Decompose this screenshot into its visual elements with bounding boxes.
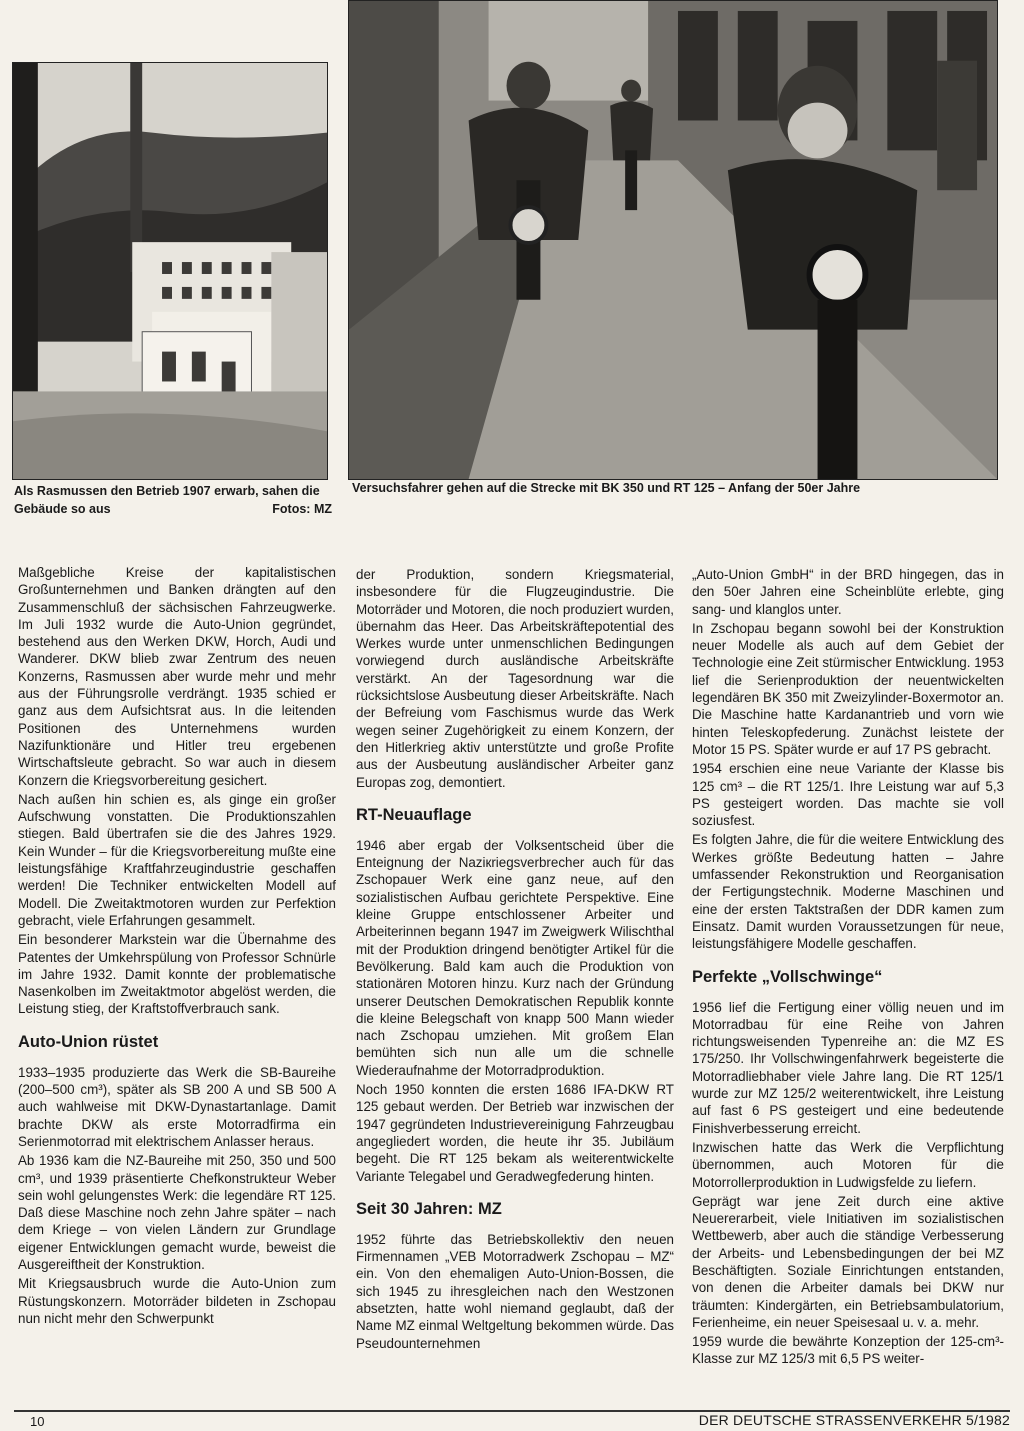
paragraph: Ab 1936 kam die NZ-Baureihe mit 250, 350 und 500 cm³, und 1939 präsentierte Chefkonstrukteur Weber sein wohl gelungenstes Werk: die legendäre RT 125. Daß diese Maschine noch zehn Jahre später – nach dem Kriege – von vielen Ländern zur Grundlage eigener Entwicklungen gemacht wurde, beweist die Ausgereiftheit der Konstruktion. (18, 1153, 336, 1272)
paragraph: 1946 aber ergab der Volksentscheid über die Enteignung der Naziкriegsverbrecher auch für das Zschopauer Werk eine ganz neue, auf den sozialistischen Aufbau gerichtete Perspektive. Eine kleine Gruppe entschlossener Arbeiter und Arbeiterinnen begann 1947 im Zweigwerk Wilischthal mit der Produktion dringend benötigter Artikel für die Bevölkerung. Bald kam auch die Produktion von stationären Motoren hinzu. Kurz nach der Gründung unserer Deutschen Demokratischen Republik konnte die kleine Belegschaft von knapp 500 Mann wieder nach Zschopau umziehen. Mit großem Elan bemühten sich nun alle um die schnelle Wiederaufnahme der Motorradproduktion. (356, 837, 674, 1078)
factory-photo (12, 62, 328, 480)
photo-credit: Fotos: MZ (272, 502, 332, 516)
paragraph: Maßgebliche Kreise der kapitalistischen Großunternehmen und Banken drängten auf den Zusammenschluß der sächsischen Fahrzeugwerke. Im Juli 1932 wurde die Auto-Union gegründet, bestehend aus den Werken DKW, Horch, Audi und Wanderer. DKW blieb zwar Zentrum des neuen Konzerns, Rasmussen aber wurde mehr und mehr aus der Führungsrolle verdrängt. 1935 schied er ganz aus dem Aufsichtsrat aus. In die leitenden Positionen des Unternehmens wurden Nazifunktionäre und Hitler treu ergebenen Wirtschaftsleute gebracht. So war auch in diesem Konzern die Kriegsvorbereitung gesichert. (18, 565, 336, 788)
page-number: 10 (30, 1414, 45, 1429)
riders-photo (348, 0, 998, 480)
section-heading: Seit 30 Jahren: MZ (356, 1199, 502, 1218)
paragraph: 1956 lief die Fertigung einer völlig neuen und im Motorradbau für eine Reihe von Jahren richtungsweisenden Typenreihe an: die MZ ES 175/250. Ihr Vollschwingenfahrwerk begeisterte die Motorradliebhaber viele Jahre lang. Die RT 125/1 wurde zur MZ 125/2 weiterentwickelt, ihre Leistung auf fast 6 PS gesteigert und eine bedeutende Finishverbesserung erreicht. (692, 999, 1004, 1136)
paragraph: Geprägt war jene Zeit durch eine aktive Neuererarbeit, viele Initiativen im sozialistischen Wettbewerb, aber auch die ständige Verbesserung der Arbeits- und Lebensbedingungen der bei MZ Beschäftigten. Soziale Einrichtungen entstanden, von denen die Arbeiter damals bei DKW nur träumten: Kindergärten, ein Betriebsambulatorium, Ferienheime, ein neuer Speisesaal u. v. a. mehr. (692, 1193, 1004, 1330)
paragraph: 1959 wurde die bewährte Konzeption der 125-cm³-Klasse zur MZ 125/3 mit 6,5 PS weiter- (692, 1334, 1004, 1367)
section-heading: RT-Neuauflage (356, 805, 472, 824)
paragraph: Inzwischen hatte das Werk die Verpflichtung übernommen, auch Motoren für die Motorrollerproduktion in Ludwigsfelde zu liefern. (692, 1139, 1004, 1190)
section-heading: Auto-Union rüstet (18, 1032, 159, 1051)
paragraph: der Produktion, sondern Kriegsmaterial, insbesondere für die Flugzeugindustrie. Die Motorräder und Motoren, die noch produziert wurden, übernahm das Heer. Das Arbeitskräftepotential des Werkes wurde unter unmenschlichen Bedingungen vorwiegend durch ausländische Arbeitskräfte verstärkt. An der Tagesordnung war die rücksichtslose Ausbeutung dieser Arbeitskräfte. Nach der Befreiung vom Faschismus wurde das Werk wegen seiner Zugehörigkeit zu einem Konzern, der den Hitlerkrieg aktiv unterstützte und große Profite aus der Ausbeutung ausländischer Arbeiter ganz Europas zog, demontiert. (356, 567, 674, 790)
paragraph: Ein besonderer Markstein war die Übernahme des Patentes der Umkehrspülung von Professor Schnürle im Jahre 1932. Damit konnte der problematische Nasenkolben im Zweitaktmotor abgelöst werden, die Leistung stieg, der Kraftstoffverbrauch sank. (18, 932, 336, 1017)
article-column-2 (356, 566, 674, 1354)
magazine-title: DER DEUTSCHE STRASSENVERKEHR 5/1982 (698, 1412, 1010, 1428)
paragraph: In Zschopau begann sowohl bei der Konstruktion neuer Modelle als auch auf dem Gebiet der Technologie eine Zeit stürmischer Entwicklung. 1953 lief die Serienproduktion der neuentwickelten legendären BK 350 mit Zweizylinder-Boxermotor an. Die Maschine hatte Kardanantrieb und vorn wie hinten Teleskopfederung. Zunächst leistete der Motor 15 PS. Später wurde er auf 17 PS gebracht. (692, 620, 1004, 757)
paragraph: Mit Kriegsausbruch wurde die Auto-Union zum Rüstungskonzern. Motorräder bildeten in Zschopau nun nicht mehr den Schwerpunkt (18, 1276, 336, 1326)
paragraph: „Auto-Union GmbH“ in der BRD hingegen, das in den 50er Jahren eine Scheinblüte erlebte, ging sang- und klanglos unter. (692, 567, 1004, 617)
caption-left-text: Als Rasmussen den Betrieb 1907 erwarb, sahen die Gebäude so aus (14, 484, 320, 516)
article-column-3 (692, 566, 1004, 1370)
paragraph: Nach außen hin schien es, als ginge ein großer Aufschwung vonstatten. Die Produktionszahlen stiegen. Bald übertrafen sie die des Jahres 1929. Kein Wunder – für die Kriegsvorbereitung mußte eine leistungsfähige Kraftfahrzeugindustrie geschaffen werden! Die Techniker entwickelten Modell auf Modell. Die Zweitaktmotoren wurden zur Perfektion gebracht, viele Erfahrungen gesammelt. (18, 791, 336, 928)
article-column-1 (18, 564, 336, 1329)
paragraph: 1952 führte das Betriebskollektiv den neuen Firmennamen „VEB Motorradwerk Zschopau – MZ“ ein. Von den ehemaligen Auto-Union-Bossen, die sich 1945 zu ihresgleichen nach den Westzonen absetzten, hatte wohl niemand geglaubt, daß der Name MZ einmal Weltgeltung bekommen würde. Das Pseudounternehmen (356, 1231, 674, 1351)
paragraph: 1933–1935 produzierte das Werk die SB-Baureihe (200–500 cm³), später als SB 200 A und SB 500 A auch wahlweise mit DKW-Dynastartanlage. Damit brachte DKW als erste Motorradfirma ein Serienmotorrad mit elektrischem Anlasser heraus. (18, 1064, 336, 1149)
paragraph: 1954 erschien eine neue Variante der Klasse bis 125 cm³ – die RT 125/1. Ihre Leistung war auf 5,3 PS gesteigert worden. Das machte sie voll soziusfest. (692, 761, 1004, 829)
photo-caption-right: Versuchsfahrer gehen auf die Strecke mit BK 350 und RT 125 – Anfang der 50er Jahre (352, 481, 861, 495)
photo-caption-left (14, 482, 332, 518)
paragraph: Noch 1950 konnten die ersten 1686 IFA-DKW RT 125 gebaut werden. Der Betrieb war inzwischen der 1947 gegründeten Industrievereinigung Fahrzeugbau angegliedert worden, die heute ihr 35. Jubiläum begeht. Die RT 125 bekam als weiterentwickelte Variante Telegabel und Geradwegfederung hinten. (356, 1082, 674, 1184)
section-heading: Perfekte „Vollschwinge“ (692, 967, 883, 986)
paragraph: Es folgten Jahre, die für die weitere Entwicklung des Werkes größte Bedeutung hatten – Jahre umfassender Rekonstruktion und Reorganisation der Fertigungstechnik. Moderne Maschinen und eine der ersten Taktstraßen der DDR kamen zum Einsatz. Damit wurden Voraussetzungen für neue, leistungsfähigere Modelle geschaffen. (692, 832, 1004, 952)
